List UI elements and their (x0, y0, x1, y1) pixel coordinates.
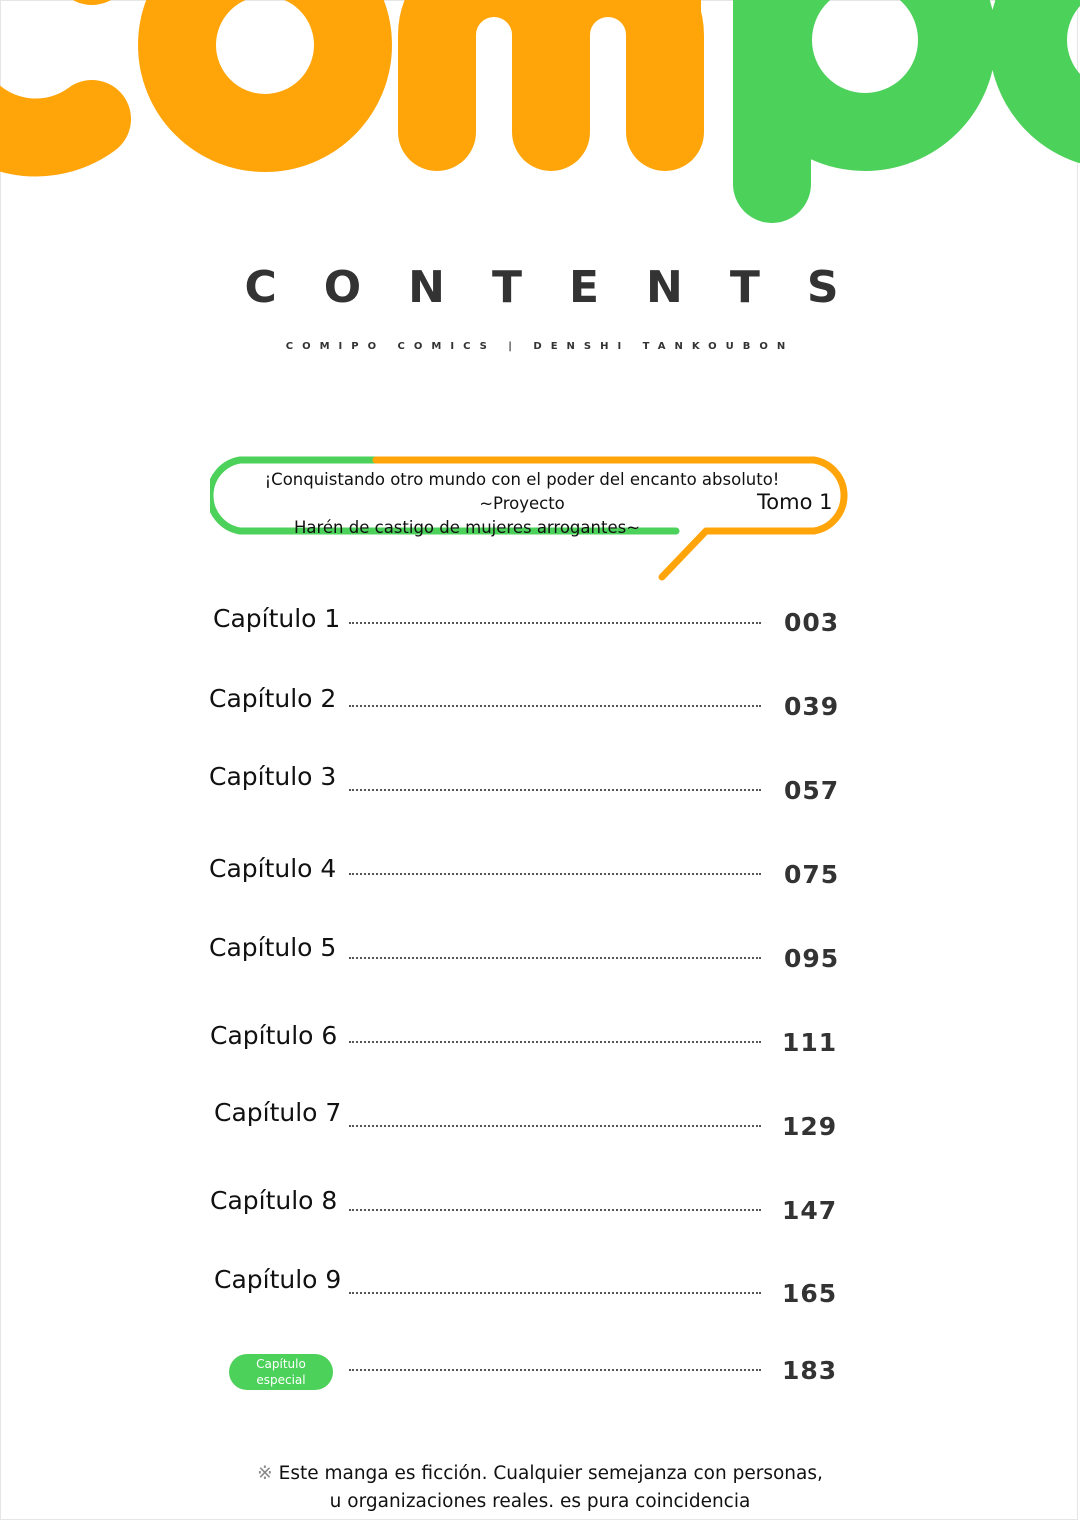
chapter-label: Capítulo 9 (214, 1265, 342, 1294)
chapter-label: Capítulo 3 (209, 762, 337, 791)
disclaimer-line-2: u organizaciones reales. es pura coincidencia (329, 1491, 751, 1512)
page-number: 129 (782, 1112, 838, 1141)
toc-row[interactable] (0, 854, 1080, 914)
special-line-2: especial (256, 1373, 306, 1387)
leader-dots (349, 1125, 761, 1127)
toc-row[interactable] (0, 762, 1080, 822)
contents-subtitle: COMIPO COMICS | DENSHI TANKOUBON (285, 341, 795, 352)
logo-o (177, 0, 353, 133)
chapter-label: Capítulo 2 (209, 684, 337, 713)
leader-dots (349, 957, 761, 959)
toc-row[interactable] (0, 1098, 1080, 1158)
logo-p (772, 0, 957, 184)
toc-row[interactable] (0, 1265, 1080, 1325)
page-number: 057 (784, 776, 840, 805)
volume-label: Tomo 1 (757, 490, 833, 514)
leader-dots (349, 622, 761, 624)
leader-dots (349, 873, 761, 875)
chapter-label: Capítulo 4 (209, 854, 337, 883)
page-number: 075 (784, 860, 840, 889)
logo-c (0, 0, 92, 137)
contents-title: CONTENTS (244, 262, 886, 313)
leader-dots (349, 1209, 761, 1211)
leader-dots (349, 705, 761, 707)
chapter-label: Capítulo 7 (214, 1098, 342, 1127)
toc-row[interactable] (0, 933, 1080, 993)
logo-o-partial (1028, 0, 1080, 130)
leader-dots (349, 1292, 761, 1294)
reference-mark-icon: ※ (257, 1463, 273, 1484)
page-number: 003 (784, 608, 840, 637)
logo-m (437, 0, 665, 132)
chapter-label: Capítulo 6 (210, 1021, 338, 1050)
chapter-label: Capítulo 1 (213, 604, 341, 633)
manga-title-line-2: Harén de castigo de mujeres arrogantes~ (293, 518, 641, 537)
special-line-1: Capítulo (256, 1357, 306, 1371)
leader-dots (349, 1041, 761, 1043)
page-number: 183 (782, 1356, 838, 1385)
leader-dots (349, 789, 761, 791)
page-number: 039 (784, 692, 840, 721)
chapter-label: Capítulo 5 (209, 933, 337, 962)
toc-row[interactable] (0, 1186, 1080, 1246)
disclaimer (0, 1460, 1080, 1516)
disclaimer-text-1: Este manga es ficción. Cualquier semejanza con personas, (278, 1463, 823, 1484)
toc-row[interactable] (0, 1021, 1080, 1081)
page-number: 095 (784, 944, 840, 973)
leader-dots (349, 1369, 761, 1371)
toc-row-special[interactable] (0, 1352, 1080, 1412)
chapter-label: Capítulo 8 (210, 1186, 338, 1215)
page-number: 111 (782, 1028, 838, 1057)
manga-title (232, 468, 812, 540)
disclaimer-line-1 (0, 1460, 1080, 1488)
comipo-logo (0, 0, 1080, 240)
toc-row[interactable] (0, 600, 1080, 660)
special-chapter-badge (229, 1354, 333, 1390)
page-number: 147 (782, 1196, 838, 1225)
manga-title-line-1: ¡Conquistando otro mundo con el poder del encanto absoluto! ~Proyecto (264, 470, 780, 513)
page-number: 165 (782, 1279, 838, 1308)
toc-row[interactable] (0, 684, 1080, 744)
